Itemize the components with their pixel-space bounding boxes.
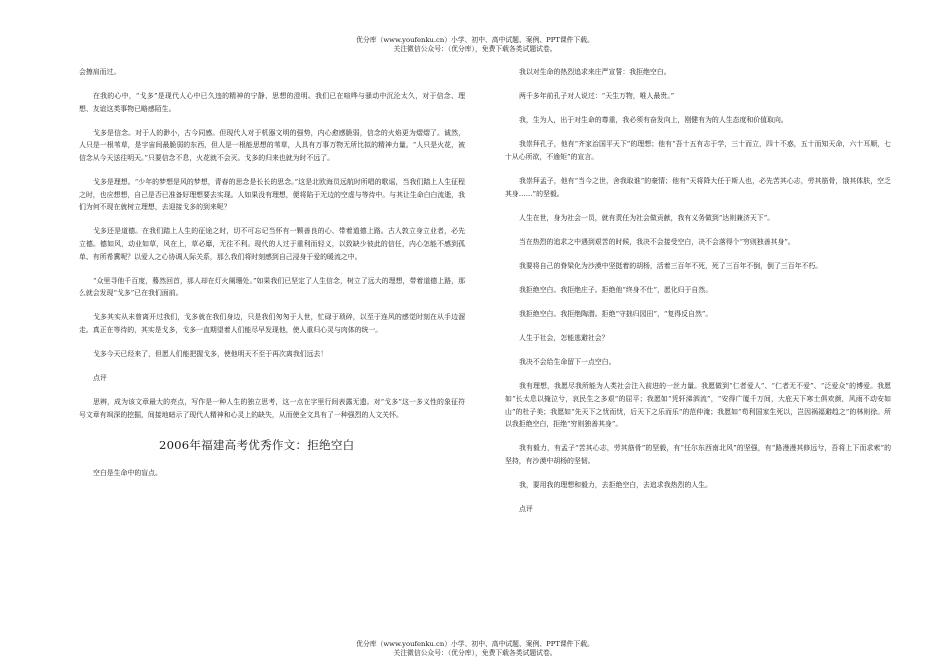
page-footer [0, 640, 950, 658]
paragraph: 我要将自己的脊梁化为沙漠中坚挺着的胡杨，活着三百年不死，死了三百年不倒，倒了三百年不朽。 [519, 261, 823, 270]
paragraph: 戈多其实从未曾离开过我们，戈多就在我们身边，只是我们匆匆于人世，忙碌于琐碎，以至于连风的感觉时刻在从手边溜走。真正在等待的，其实是戈多，戈多一直期望着人们能尽早发现他，使人重归心灵与肉体的统一。 [79, 313, 465, 334]
paragraph: 我崇拜孔子，他有“齐家治国平天下”的理想；他有“吾十五有志于学，三十而立，四十不惑，五十而知天命，六十耳顺，七十从心所欲，不逾矩”的宣言。 [505, 140, 891, 161]
paragraph: 我拒绝空白。我拒绝庄子。拒绝他“终身不仕”，愿化归于自然。 [519, 285, 713, 294]
paragraph: 我有毅力，有孟子“苦其心志，劳其筋骨”的坚毅，有“任尔东西南北风”的坚强，有“路漫漫其修远兮，吾将上下而求索”的坚持，有沙漠中胡杨的坚韧。 [505, 444, 891, 465]
header-line-2: 关注微信公众号：（优分库），免费下载各类试题试卷。 [393, 45, 557, 53]
paragraph: 戈多是信念。对于人的渺小，古今同感。但现代人对于机器文明的强势，内心愈感脆弱，信念的火焰更为熠熠了。诚然，人只是一根苇草，是宇宙间最脆弱的东西，但人是一根能思想的苇草，人具有万事万物无所比拟的精神力量。“人只是火花，被信念从今天送往明天。”只要信念不息，火花就不会灭。戈多的归来也就为时不远了。 [79, 128, 465, 162]
paragraph: 空白是生命中的盲点。 [93, 469, 162, 478]
paragraph: 当在热烈的追求之中遇到艰苦的时候，我决不会接受空白，决不会落得个“穷则独善其身”。 [519, 237, 795, 246]
paragraph: 我，生为人，出于对生命的尊重，我必须有奋发向上，刚健有为的人生态度和价值取向。 [519, 116, 788, 125]
paragraph: 戈多还是道德。在我们踏上人生的征途之时，切不可忘记当怀有一颗善良的心、带着道德上路。古人敦立身立业者，必先立德。德如风，动业如草，风在上，草必靡，无往不利。现代的人过于重利而轻义，以致缺少彼此的信任，内心怎能不感到孤单、有所希冀呢？以爱人之心协调人际关系，那么我们将时刻感到自己浸身于爱的暖流之中。 [79, 227, 465, 261]
paragraph: 戈多今天已经来了，但愿人们能把握戈多，使他明天不至于再次离我们远去！ [93, 350, 328, 358]
paragraph: 我崇拜孟子，他有“当今之世，舍我取谁”的豪情；他有“天将降大任于斯人也，必先苦其心志，劳其筋骨，饿其体肤，空乏其身……”的坚毅。 [505, 176, 891, 198]
paragraph: 戈多是理想。“少年的梦想是风的梦想，青春的思念是长长的思念。”这是北欧海员远航时所唱的歌谣，当我们踏上人生征程之时，也应想想，自己是否已准备好理想要去实现。人如果没有理想，便将陷于无边的空虚与等待中。与其让生命白白流逝，我们为何不现在就树立理想，去迎接戈多的到来呢？ [79, 178, 465, 212]
paragraph: “众里寻他千百度，蓦然回首，那人却在灯火阑珊处。”如果我们已坚定了人生信念，树立了远大的理想，带着道德上路，那么就会发现“戈多”已在我们面前。 [79, 276, 465, 298]
paragraph: 我有理想，我愿尽我所能为人类社会注入前进的一丝力量。我愿做到“仁者爱人”、“仁者无不爱”、“泛爱众”的博爱。我愿如“长太息以掩泣兮，哀民生之多艰”的屈平；我愿如“凭轩涕泗流”，“安得广厦千万间，大庇天下寒士俱欢颜，风雨不动安如山”的杜子美；我愿如“先天下之忧而忧，后天下之乐而乐”的范仲淹；我愿如“苟利国家生死以，岂因祸福避趋之”的林则徐。所以我拒绝空白，拒绝“穷则独善其身”。 [505, 382, 891, 429]
paragraph: 我决不会给生命留下一点空白。 [519, 358, 616, 367]
paragraph: 我，要用我的理想和毅力，去拒绝空白，去追求我热烈的人生。 [519, 480, 712, 489]
paragraph: 我以对生命的热烈追求来庄严宣誓：我拒绝空白。 [519, 68, 671, 76]
footer-line-1: 优分库（www.youfenku.cn）小学、初中、高中试题、案例、PPT课件下载。 [356, 640, 594, 648]
left-column [79, 66, 465, 491]
paragraph: 在我的心中，“戈多”是现代人心中已久违的精神的宁静、思想的澄明。我们已在喧哗与骚动中沉沦太久，对于信念、理想、友谊这类事物已略感陌生。 [79, 92, 465, 113]
paragraph: 人生在世，身为社会一员，就有责任为社会做贡献，我有义务做到“达则兼济天下”。 [519, 213, 775, 222]
essay-title: 2006年福建高考优秀作文：拒绝空白 [159, 438, 355, 453]
paragraph: 人生于社会，怎能逃避社会？ [519, 334, 609, 343]
paragraph: 思辨，成为该文章最大的亮点，写作是一种人生的独立思考，这一点在字里行间表露无遗。对“戈多”这一多义性的象征符号文章有飒深的挖掘，间接地暗示了现代人精神和心灵上的缺失，从而使全文具有了一种强烈的人文关怀。 [79, 398, 465, 419]
paragraph: 两千多年前孔子对人说过：“天生万物，唯人最贵。” [519, 92, 675, 101]
review-label: 点评 [519, 504, 533, 513]
review-label: 点评 [93, 374, 107, 383]
paragraph: 我拒绝空白。我拒绝陶潜。拒绝“守拙归园田”，“复得反自然”。 [519, 310, 713, 319]
page-header [0, 36, 950, 54]
right-column [505, 66, 891, 527]
footer-line-2: 关注微信公众号：（优分库），免费下载各类试题试卷。 [393, 649, 557, 657]
paragraph: 会擦肩而过。 [79, 68, 121, 76]
header-line-1: 优分库（www.youfenku.cn）小学、初中、高中试题、案例、PPT课件下载。 [356, 36, 594, 44]
